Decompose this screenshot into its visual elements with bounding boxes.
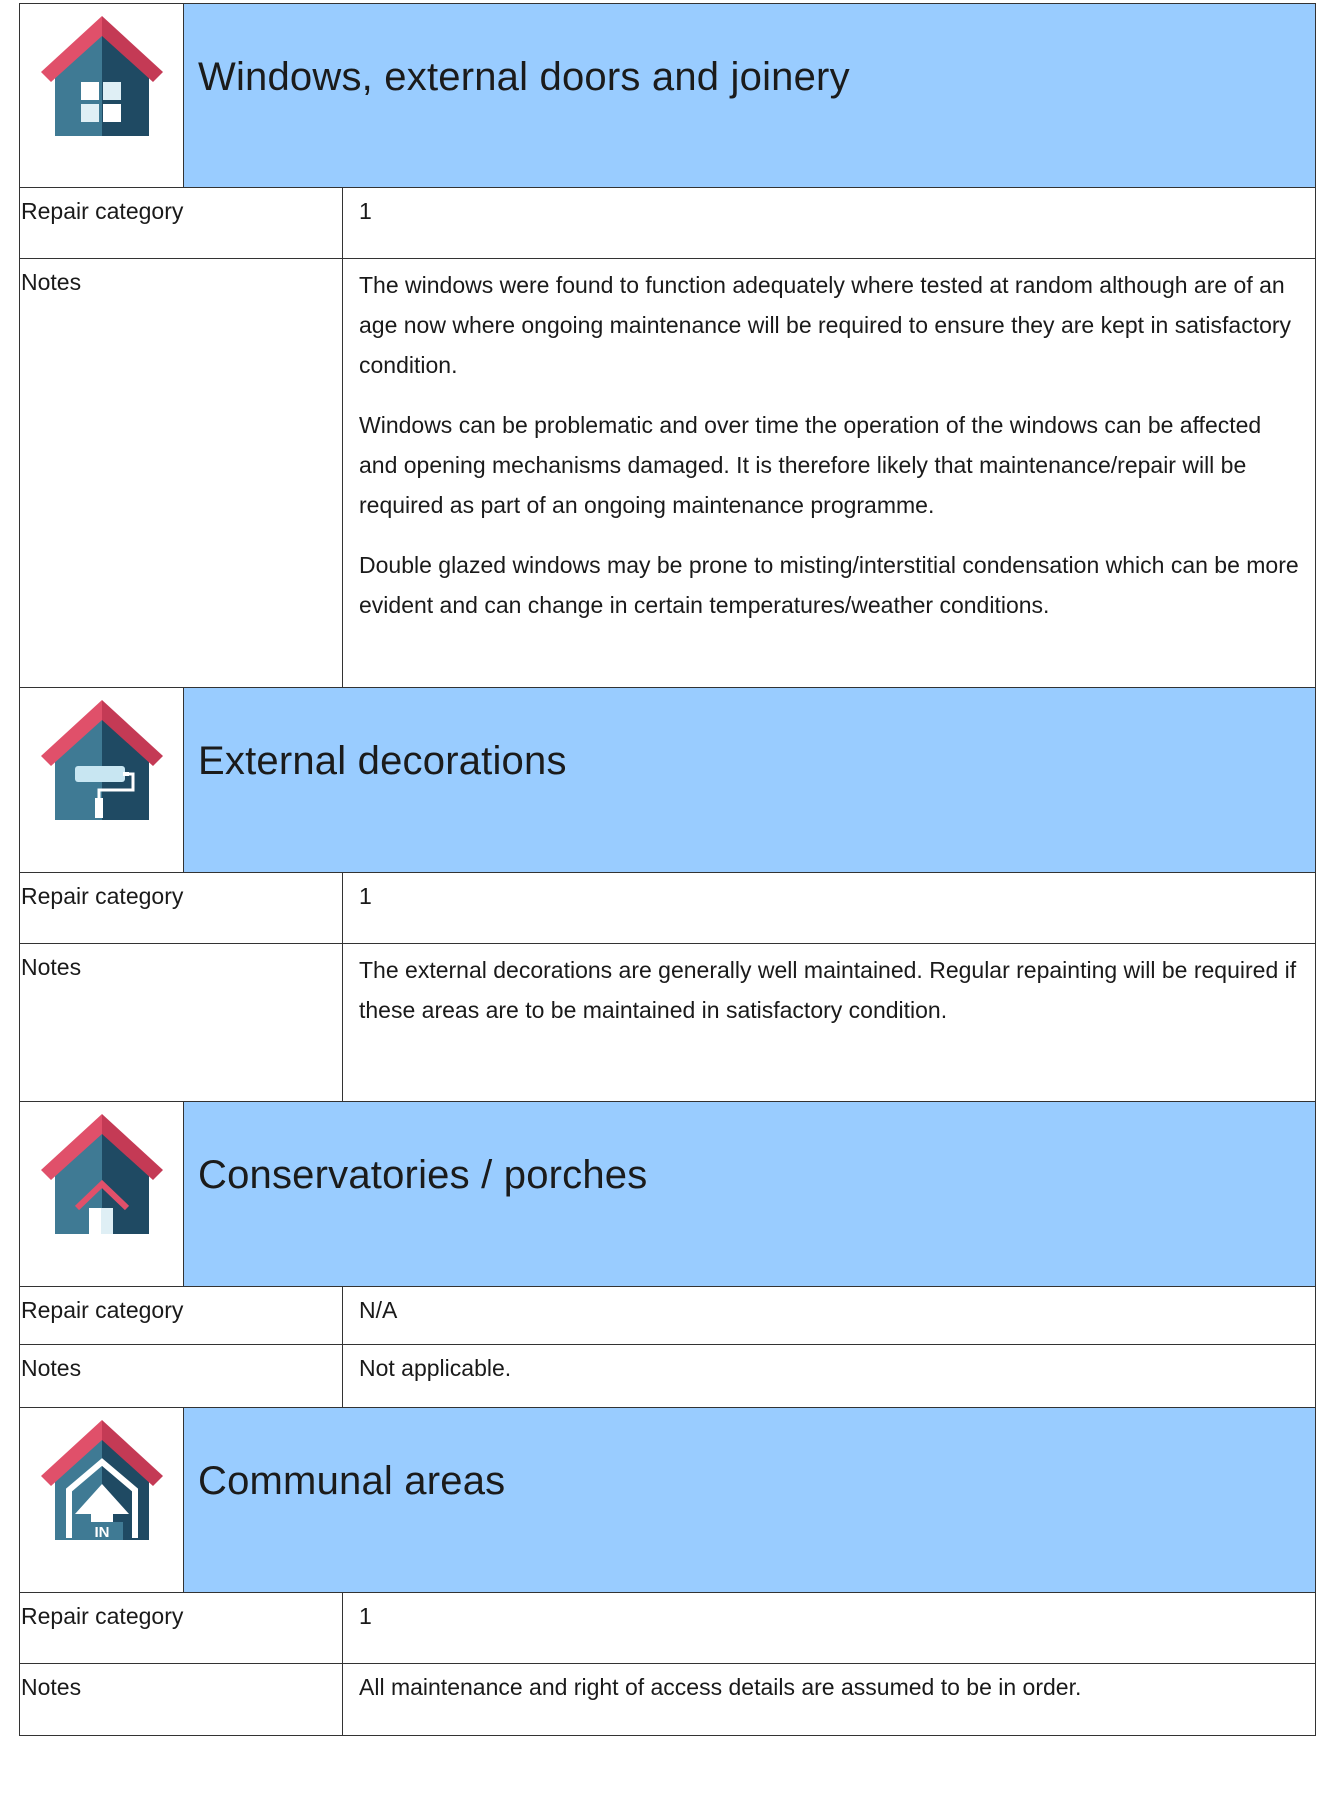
section-communal-areas (19, 1408, 1316, 1736)
notes-label: Notes (20, 259, 343, 687)
notes-paragraph: Double glazed windows may be prone to misting/interstitial condensation which can be more evident and can change in certain temperatures/weather conditions. (359, 552, 1299, 618)
repair-category-value: 1 (359, 198, 372, 224)
repair-category-label: Repair category (20, 188, 343, 258)
section-title: Conservatories / porches (198, 1153, 648, 1197)
notes-paragraph: The external decorations are generally well maintained. Regular repainting will be required if these areas are to be maintained in satisfactory condition. (359, 957, 1297, 1023)
notes-value: All maintenance and right of access details are assumed to be in order. (359, 1674, 1082, 1700)
repair-category-label: Repair category (20, 873, 343, 943)
repair-category-row (20, 1287, 1315, 1345)
notes-paragraph: Windows can be problematic and over time the operation of the windows can be affected and opening mechanisms damaged. It is therefore likely that maintenance/repair will be required as part of an ongoing maintenance programme. (359, 412, 1262, 518)
section-header (20, 1408, 1315, 1593)
notes-row (20, 1345, 1315, 1408)
section-windows (19, 3, 1316, 688)
house-window-icon (37, 14, 167, 144)
notes-label: Notes (20, 1345, 343, 1407)
notes-row (20, 259, 1315, 688)
notes-paragraph: The windows were found to function adequately where tested at random although are of an age now where ongoing maintenance will be required to ensure they are kept in satisfactory condition. (359, 272, 1292, 378)
icon-cell (20, 1408, 184, 1592)
section-title: Communal areas (198, 1459, 506, 1503)
repair-category-label: Repair category (20, 1593, 343, 1663)
notes-value: Not applicable. (359, 1355, 512, 1381)
title-cell (184, 1102, 1315, 1286)
notes-row (20, 1664, 1315, 1736)
notes-label: Notes (20, 1664, 343, 1735)
section-header (20, 3, 1315, 188)
repair-category-row (20, 873, 1315, 944)
section-conservatories (19, 1102, 1316, 1408)
title-cell (184, 688, 1315, 872)
repair-category-value: N/A (359, 1297, 398, 1323)
section-title: Windows, external doors and joinery (198, 55, 850, 99)
house-porch-icon (37, 1112, 167, 1242)
title-cell (184, 4, 1315, 187)
in-label: IN (94, 1524, 109, 1541)
repair-category-value: 1 (359, 1603, 372, 1629)
section-external-decorations (19, 688, 1316, 1102)
notes-label: Notes (20, 944, 343, 1101)
notes-value (343, 944, 1315, 1101)
house-entrance-in-icon (37, 1418, 167, 1548)
repair-category-row (20, 1593, 1315, 1664)
survey-sheet (19, 3, 1316, 1736)
title-cell (184, 1408, 1315, 1592)
section-title: External decorations (198, 739, 567, 783)
repair-category-label: Repair category (20, 1287, 343, 1344)
section-header (20, 1102, 1315, 1287)
icon-cell (20, 688, 184, 872)
icon-cell (20, 1102, 184, 1286)
repair-category-value: 1 (359, 883, 372, 909)
icon-cell (20, 4, 184, 187)
section-header (20, 688, 1315, 873)
notes-value (343, 259, 1315, 687)
repair-category-row (20, 188, 1315, 259)
notes-row (20, 944, 1315, 1102)
house-paint-roller-icon (37, 698, 167, 828)
